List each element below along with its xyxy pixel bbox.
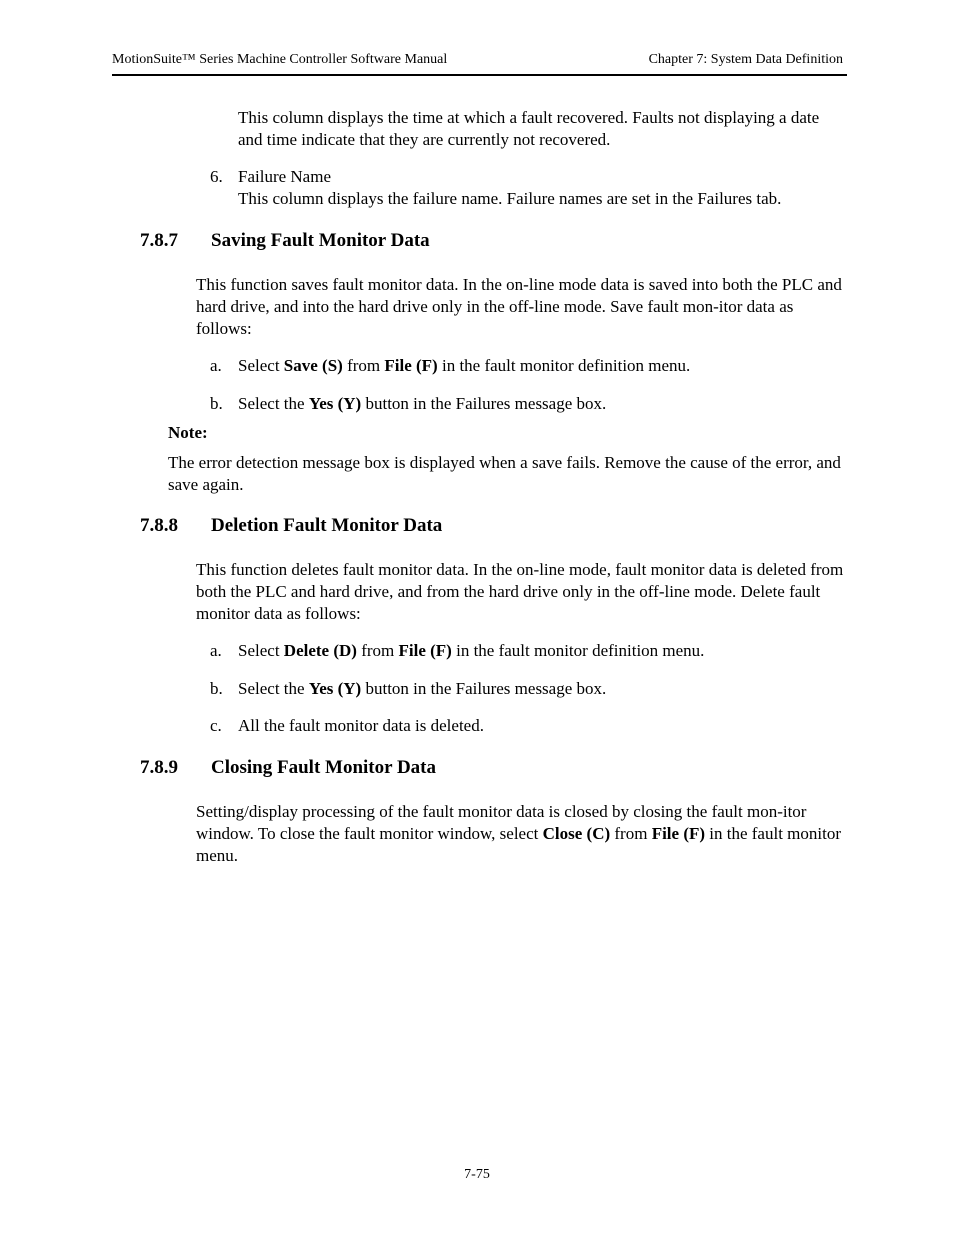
note-text: The error detection message box is displayed when a save fails. Remove the cause of the error, and save again. <box>168 453 841 494</box>
manual-title: MotionSuite™ Series Machine Controller Software Manual <box>112 52 448 67</box>
deletion-step-b: Select the Yes (Y) button in the Failures message box. <box>238 679 607 698</box>
section-number: 7.8.7 <box>140 230 178 251</box>
section-number: 7.8.8 <box>140 515 178 536</box>
item-6-marker: 6. <box>210 167 223 186</box>
deletion-paragraph: This function deletes fault monitor data. In the on-line mode, fault monitor data is deleted from both the PLC and hard drive, and from the hard drive only in the off-line mode. Delete fault monitor data as follows: <box>196 560 844 623</box>
close-command: Close (C) <box>542 824 611 843</box>
step-a-marker: a. <box>210 356 222 375</box>
section-title: Closing Fault Monitor Data <box>211 757 437 778</box>
step-b-marker: b. <box>210 394 223 413</box>
file-menu: File (F) <box>651 824 706 843</box>
saving-paragraph: This function saves fault monitor data. In the on-line mode data is saved into both the PLC and hard drive, and into the hard drive only in the off-line mode. Save fault mon-itor data as follows: <box>196 275 842 338</box>
yes-button-label: Yes (Y) <box>308 679 362 698</box>
failure-name-item <box>238 166 844 210</box>
deletion-step-a: Select Delete (D) from File (F) in the fault monitor definition menu. <box>238 641 705 660</box>
section-7-8-8-heading <box>140 514 442 538</box>
deletion-step-c: All the fault monitor data is deleted. <box>238 716 484 735</box>
section-title: Deletion Fault Monitor Data <box>211 515 443 536</box>
delete-command: Delete (D) <box>283 641 357 660</box>
saving-step-b: Select the Yes (Y) button in the Failures message box. <box>238 394 607 413</box>
chapter-title: Chapter 7: System Data Definition <box>648 52 843 67</box>
section-title: Saving Fault Monitor Data <box>211 230 430 251</box>
closing-paragraph: Setting/display processing of the fault monitor data is closed by closing the fault mon-itor window. To close the fault monitor window, select Close (C) from File (F) in the fault monitor menu. <box>196 802 842 865</box>
step-c-marker: c. <box>210 716 222 735</box>
section-7-8-7-heading <box>140 229 430 253</box>
failure-name-title: Failure Name <box>238 167 331 186</box>
saving-step-a: Select Save (S) from File (F) in the fault monitor definition menu. <box>238 356 691 375</box>
save-command: Save (S) <box>283 356 343 375</box>
header-rule <box>112 74 847 76</box>
recovered-column-description: This column displays the time at which a fault recovered. Faults not displaying a date and time indicate that they are currently not recovered. <box>238 108 820 149</box>
note-label: Note: <box>168 423 208 442</box>
step-b-marker: b. <box>210 679 223 698</box>
page-number: 7-75 <box>464 1167 490 1182</box>
yes-button-label: Yes (Y) <box>308 394 362 413</box>
section-number: 7.8.9 <box>140 757 178 778</box>
failure-name-description: This column displays the failure name. Failure names are set in the Failures tab. <box>238 189 782 208</box>
step-a-marker: a. <box>210 641 222 660</box>
file-menu: File (F) <box>398 641 452 660</box>
section-7-8-9-heading <box>140 756 436 780</box>
file-menu: File (F) <box>384 356 438 375</box>
